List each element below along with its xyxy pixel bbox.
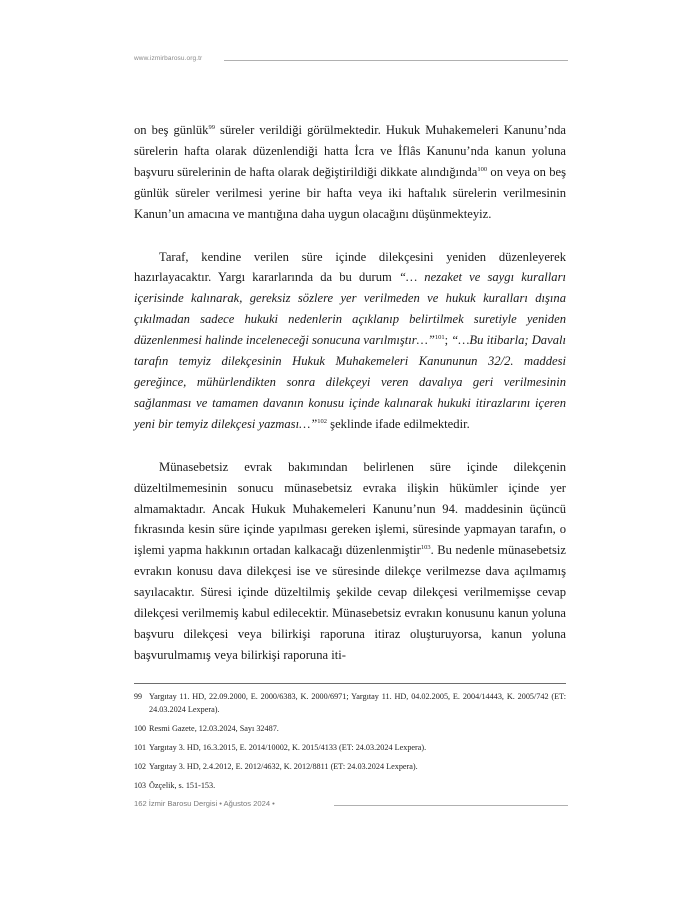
text-span: Taraf, kendine verilen süre içinde dilekçesini yeniden düzenleyerek hazırlayacaktır. Yargı kararlarında da bu durum — [134, 249, 566, 285]
footnote-ref-101: 101 — [434, 333, 445, 341]
paragraph-2 — [134, 247, 566, 435]
header-divider — [224, 60, 568, 61]
page-header — [134, 55, 568, 67]
footnote-number: 101 — [134, 743, 146, 752]
header-url: www.izmirbarosu.org.tr — [134, 55, 203, 62]
footnote — [134, 779, 566, 792]
footnotes — [134, 690, 566, 798]
text-span: on veya on beş günlük süreler verilmesi yerine bir hafta veya iki haftalık sürelerin verilmesinin Kanun’un amacına ve mantığına daha uygun olacağını düşünmekteyiz. — [134, 164, 567, 221]
quote-1: “… nezaket ve saygı kuralları içerisinde kalınarak, gereksiz sözlere yer verilmeden ve hukuk kuralları dışına çıkılmadan sadece hukuki nedenlerin açıklanıp belirtilmek suretiyle yeniden düzenlenmesi halinde inceleneceği sonucuna varılmıştır…” — [134, 270, 566, 348]
footnote-number: 100 — [134, 724, 146, 733]
footnote — [134, 741, 566, 754]
main-text — [134, 120, 566, 688]
text-span: süreler verildiği görülmektedir. Hukuk Muhakemeleri Kanunu’nda sürelerin hafta olarak düzenlendiği hatta İcra ve İflâs Kanunu’nda kanun yoluna başvuru sürelerinin de hafta olarak değiştirildiği dikkate alındığında — [134, 123, 566, 179]
text-span: şeklinde ifade edilmektedir. — [327, 416, 470, 431]
footnote-ref-100: 100 — [477, 165, 488, 173]
footer-text: 162 İzmir Barosu Dergisi • Ağustos 2024 • — [134, 799, 275, 808]
footnote — [134, 690, 566, 716]
footnote-text: Yargıtay 3. HD, 2.4.2012, E. 2012/4632, K. 2012/8811 (ET: 24.03.2024 Lexpera). — [149, 762, 418, 771]
footnote-text: Yargıtay 3. HD, 16.3.2015, E. 2014/10002, K. 2015/4133 (ET: 24.03.2024 Lexpera). — [149, 743, 427, 752]
footnote-number: 103 — [134, 781, 146, 790]
footnote-number: 102 — [134, 762, 146, 771]
quote-2: “…Bu itibarla; Davalı tarafın temyiz dilekçesinin Hukuk Muhakemeleri Kanununun 32/2. maddesi gereğince, mühürlendikten sonra dilekçeyi veren davalıya geri verilmesinin sağlanması ve tamamen davanın konusu içinde kalınarak hukuki itirazlarını içeren yeni bir temyiz dilekçesi yazması…” — [134, 333, 566, 431]
text-span: ; — [444, 333, 452, 348]
footnote-number: 99 — [134, 692, 142, 701]
footnote — [134, 722, 566, 735]
footnote-text: Özçelik, s. 151-153. — [149, 781, 216, 790]
paragraph-3 — [134, 457, 566, 666]
footnote-ref-99: 99 — [208, 123, 215, 131]
footnote — [134, 760, 566, 773]
footer-divider — [334, 805, 568, 806]
text-span: . Bu nedenle münasebetsiz evrakın konusu dava dilekçesi ise ve süresinde dilekçe verilmezse dava açılmamış sayılacaktır. Süresi içinde düzeltilmiş şekilde cevap dilekçesi verilmemişse cevap dilekçesi verilmemiş kabul edilecektir. Münasebetsiz evrakın konusunu kanun yoluna başvuru dilekçesi veya bilirkişi raporuna itiraz oluşturuyorsa, kanun yoluna başvurulmamış veya bilirkişi raporuna iti- — [134, 543, 566, 662]
paragraph-1 — [134, 120, 566, 225]
footnote-text: Resmi Gazete, 12.03.2024, Sayı 32487. — [149, 724, 279, 733]
footnote-divider — [134, 683, 566, 684]
footnote-ref-102: 102 — [317, 417, 328, 425]
text-span: on beş günlük — [134, 123, 209, 137]
text-span: Münasebetsiz evrak bakımından belirlenen süre içinde dilekçenin düzeltilmemesinin sonucu münasebetsiz evraka ilişkin hükümler içinde yer almamaktadır. Ancak Hukuk Muhakemeleri Kanunu’nun 94. maddesinin üçüncü fıkrasında kesin süre içinde yapılması gereken işlemi, süresinde yapmayan tarafın, o işlemi yapma hakkının ortadan kalkacağı düzenlenmiştir — [134, 459, 566, 558]
page-footer — [134, 799, 568, 811]
footnote-ref-103: 103 — [420, 544, 431, 552]
footnote-text: Yargıtay 11. HD, 22.09.2000, E. 2000/6383, K. 2000/6971; Yargıtay 11. HD, 04.02.2005, E. 2004/14443, K. 2005/742 (ET: 24.03.2024 Lexpera). — [149, 692, 566, 714]
